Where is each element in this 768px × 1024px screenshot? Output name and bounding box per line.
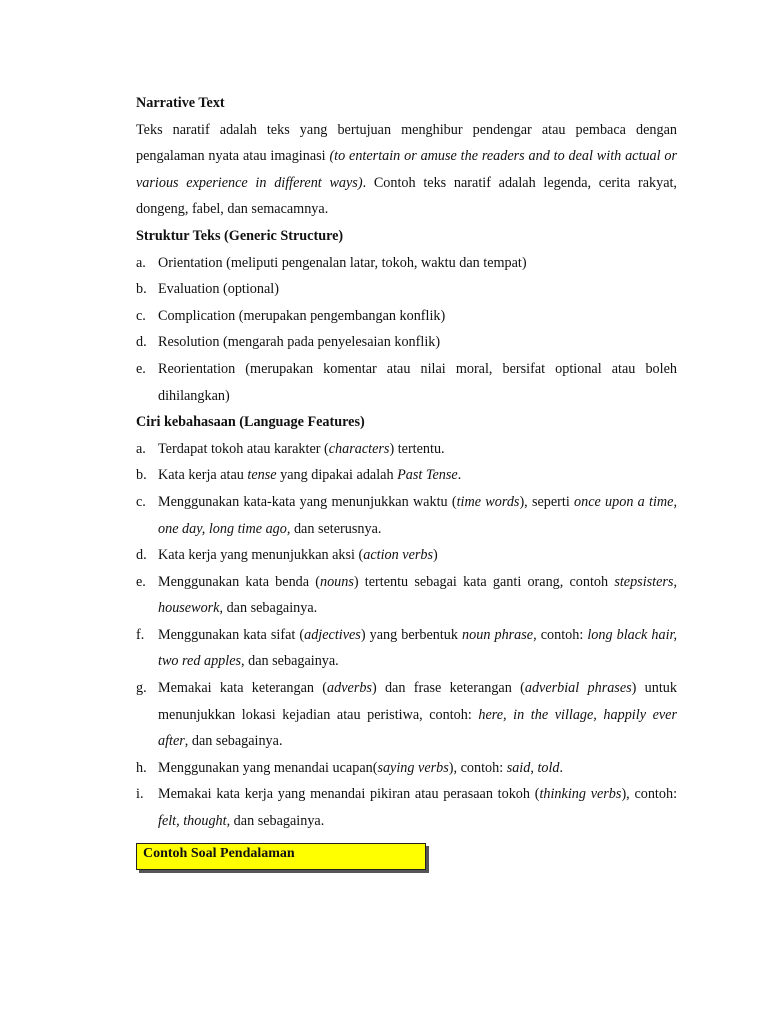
list-item-text: Resolution (mengarah pada penyelesaian konflik)	[158, 334, 441, 351]
list-item-italic-text: told	[537, 759, 560, 776]
intro-italic-text: (to entertain or amuse the readers and to deal with actual or various experience in different ways)	[136, 148, 677, 191]
list-item-text: Memakai kata kerja yang menandai pikiran atau perasaan tokoh (	[158, 786, 540, 803]
list-item-text: Menggunakan yang menandai ucapan(	[158, 759, 378, 776]
list-item-text: Orientation (meliputi pengenalan latar, tokoh, waktu dan tempat)	[158, 254, 527, 271]
list-item-text: ) tertentu.	[389, 440, 445, 457]
list-item-text: yang dipakai adalah	[276, 467, 398, 484]
list-item-text: ) tertentu sebagai kata ganti orang, contoh	[353, 573, 615, 590]
list-item-text: Memakai kata keterangan (	[158, 680, 328, 697]
list-item-text: )	[433, 547, 438, 564]
list-marker: g.	[136, 680, 147, 697]
list-item-italic-text: nouns	[319, 573, 354, 590]
list-item	[136, 356, 677, 409]
list-marker: b.	[136, 281, 147, 298]
list-item-text: dan seterusnya.	[290, 520, 382, 537]
list-marker: c.	[136, 307, 146, 324]
list-item	[136, 462, 677, 489]
list-item-italic-text: time words	[456, 493, 520, 510]
list-item-text: ) dan frase keterangan (	[371, 680, 525, 697]
list-item-italic-text: action verbs	[363, 547, 434, 564]
list-item-text: , dan sebagainya.	[184, 733, 283, 750]
list-item-italic-text: adverbial phrases	[524, 680, 632, 697]
list-item	[136, 542, 677, 569]
list-item-text: Menggunakan kata sifat (	[158, 626, 305, 643]
list-item-text: Evaluation (optional)	[158, 281, 279, 298]
list-marker: f.	[136, 626, 145, 643]
list-item	[136, 569, 677, 622]
list-item	[136, 303, 677, 330]
practice-questions-callout: Contoh Soal Pendalaman	[136, 843, 426, 870]
list-marker: e.	[136, 360, 146, 377]
list-item-text: Reorientation (merupakan komentar atau nilai moral, bersifat optional atau boleh dihilangkan)	[158, 360, 677, 404]
list-item-text: ,	[673, 573, 677, 590]
list-item-text: ) untuk menunjukkan lokasi kejadian atau peristiwa, contoh:	[158, 680, 677, 723]
list-item	[136, 250, 677, 277]
list-item-text: Terdapat tokoh atau karakter (	[158, 440, 329, 457]
list-item-italic-text: felt, thought	[158, 813, 227, 830]
intro-paragraph	[136, 117, 677, 223]
list-item-italic-text: characters	[328, 440, 390, 457]
intro-text: Teks naratif adalah teks yang bertujuan menghibur pendengar atau pembaca dengan pengalaman nyata atau imaginasi	[136, 121, 677, 165]
list-item-text: , dan sebagainya.	[241, 653, 339, 670]
list-item	[136, 675, 677, 755]
list-item-italic-text: saying verbs	[377, 759, 449, 776]
structure-heading: Struktur Teks (Generic Structure)	[136, 227, 344, 244]
list-marker: a.	[136, 440, 146, 457]
list-item-italic-text: noun phrase	[462, 626, 534, 643]
list-item-text: .	[457, 467, 462, 484]
list-item	[136, 489, 677, 542]
list-item	[136, 622, 677, 675]
list-item-text: Complication (merupakan pengembangan konflik)	[158, 307, 446, 324]
features-heading: Ciri kebahasaan (Language Features)	[136, 414, 365, 431]
list-marker: h.	[136, 759, 147, 776]
document-body	[136, 90, 677, 835]
list-item-italic-text: stepsisters	[614, 573, 674, 590]
list-item-text: Kata kerja yang menunjukkan aksi (	[158, 547, 364, 564]
list-item-text: ), contoh:	[448, 759, 507, 776]
list-item-text: Menggunakan kata-kata yang menunjukkan waktu (	[158, 493, 457, 510]
list-item-text: , dan sebagainya.	[219, 600, 318, 617]
list-item	[136, 276, 677, 303]
structure-list	[136, 250, 677, 410]
list-item	[136, 329, 677, 356]
list-item-italic-text: said	[506, 759, 531, 776]
list-item-text: ), contoh:	[621, 786, 678, 803]
list-marker: i.	[136, 786, 144, 803]
list-item-italic-text: adjectives	[304, 626, 361, 643]
list-item	[136, 755, 677, 782]
list-item-italic-text: Past Tense	[397, 467, 458, 484]
list-item-italic-text: adverbs	[327, 680, 372, 697]
features-list	[136, 436, 677, 835]
list-item-text: ,	[530, 759, 538, 776]
list-marker: b.	[136, 467, 147, 484]
list-item-italic-text: once upon a time, one day, long time ago,	[158, 493, 677, 537]
list-marker: d.	[136, 547, 147, 564]
list-item-italic-text: long black hair, two red apples	[158, 626, 678, 670]
list-item-italic-text: thinking verbs	[539, 786, 622, 803]
list-item-italic-text: housework	[158, 600, 220, 617]
list-marker: a.	[136, 254, 146, 271]
list-item-text: .	[559, 759, 564, 776]
list-item-text: , dan sebagainya.	[226, 813, 325, 830]
intro-text-end: . Contoh teks naratif adalah legenda, cerita rakyat, dongeng, fabel, dan semacamnya.	[136, 174, 677, 218]
list-item-text: Menggunakan kata benda (	[158, 573, 320, 590]
list-item-text: ), seperti	[519, 493, 575, 510]
list-marker: e.	[136, 573, 146, 590]
list-item	[136, 436, 677, 463]
list-item	[136, 781, 677, 834]
list-item-text: , contoh:	[533, 626, 588, 643]
list-item-italic-text: tense	[247, 467, 277, 484]
list-item-italic-text: here, in the village, happily ever after	[158, 706, 677, 750]
list-item-text: ) yang berbentuk	[360, 626, 463, 643]
list-marker: c.	[136, 493, 146, 510]
list-item-text: Kata kerja atau	[158, 467, 248, 484]
list-marker: d.	[136, 334, 147, 351]
page-title: Narrative Text	[136, 95, 225, 111]
